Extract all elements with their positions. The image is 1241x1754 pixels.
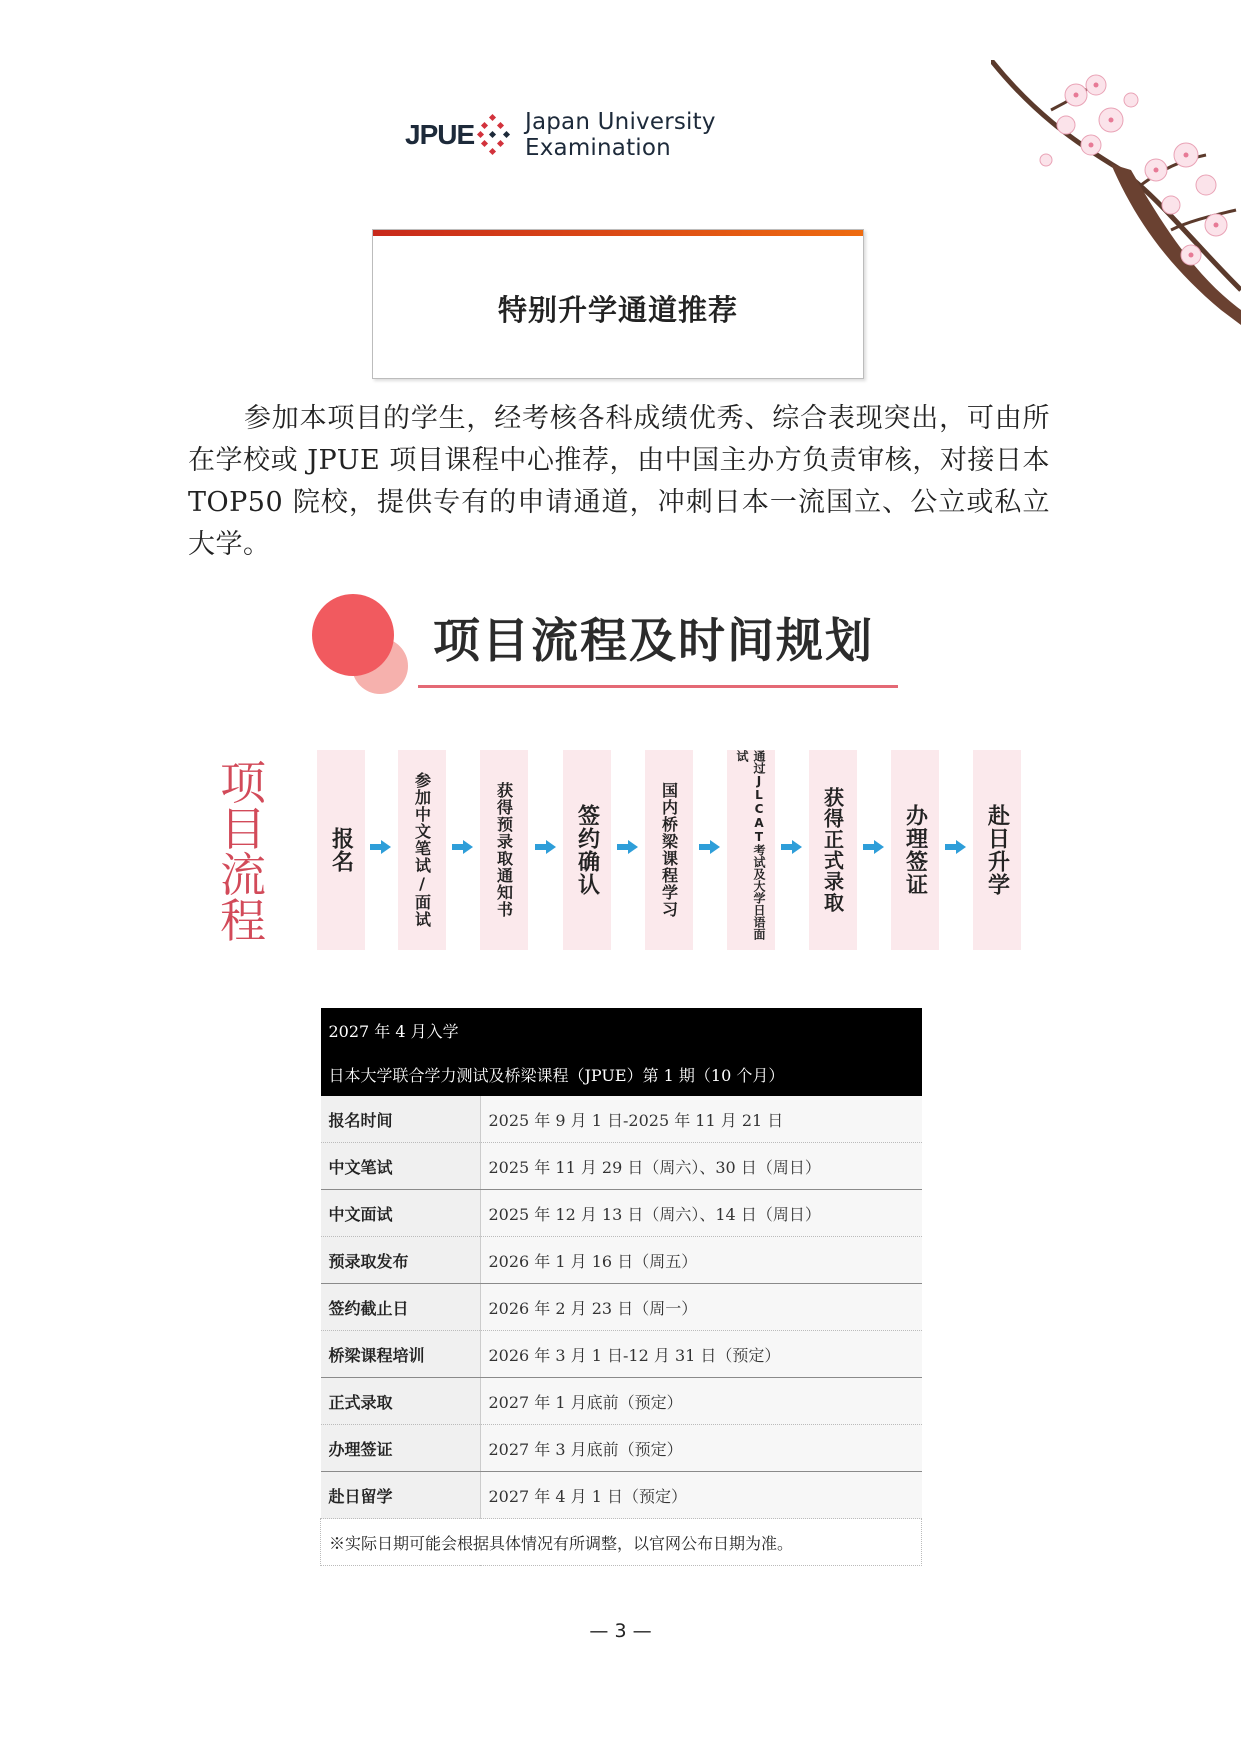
title-text: 特别升学通道推荐 — [497, 293, 738, 327]
row-key: 报名时间 — [321, 1096, 481, 1143]
row-key: 中文面试 — [321, 1190, 481, 1237]
row-key: 签约截止日 — [321, 1284, 481, 1331]
arrow-right-icon — [781, 840, 803, 854]
flow-step-label: 赴日升学 — [984, 804, 1010, 896]
row-value: 2027 年 3 月底前（预定） — [480, 1425, 922, 1472]
flow-step-label: 通过JLCAT考试及大学日语面试 — [735, 750, 766, 940]
flow-step-6 — [727, 750, 775, 950]
jpue-logo — [405, 105, 835, 165]
section-title: 项目流程及时间规划 — [433, 614, 874, 669]
row-value: 2026 年 2 月 23 日（周一） — [480, 1284, 922, 1331]
table-row — [321, 1284, 922, 1331]
flow-step-label: 获得正式录取 — [820, 787, 845, 913]
row-key: 办理签证 — [321, 1425, 481, 1472]
arrow-right-icon — [863, 840, 885, 854]
table-header-row — [321, 1008, 922, 1052]
row-key: 预录取发布 — [321, 1237, 481, 1284]
section-underline — [418, 685, 898, 688]
flow-step-2 — [398, 750, 446, 950]
cherry-blossom-decoration — [991, 60, 1241, 340]
row-key: 中文笔试 — [321, 1143, 481, 1190]
flow-label: 项目流程 — [220, 756, 266, 948]
arrow-right-icon — [452, 840, 474, 854]
row-key: 赴日留学 — [321, 1472, 481, 1519]
flow-step-label: 报名 — [328, 827, 354, 873]
table-row — [321, 1425, 922, 1472]
row-value: 2025 年 9 月 1 日-2025 年 11 月 21 日 — [480, 1096, 922, 1143]
arrow-right-icon — [370, 840, 392, 854]
table-row — [321, 1096, 922, 1143]
title-accent-bar — [373, 230, 863, 236]
logo-wordmark: JPUE — [405, 119, 475, 150]
table-row — [321, 1143, 922, 1190]
table-row — [321, 1378, 922, 1425]
row-value: 2026 年 3 月 1 日-12 月 31 日（预定） — [480, 1331, 922, 1378]
flow-step-label: 国内桥梁课程学习 — [659, 782, 679, 918]
table-header-line2: 日本大学联合学力测试及桥梁课程（JPUE）第 1 期（10 个月） — [328, 1065, 785, 1085]
section-circle-large — [312, 594, 394, 676]
arrow-right-icon — [699, 840, 721, 854]
table-header-line1: 2027 年 4 月入学 — [328, 1021, 459, 1041]
arrow-right-icon — [617, 840, 639, 854]
flow-step-label: 获得预录取通知书 — [494, 782, 514, 918]
logo-name: Japan University Examination — [524, 109, 716, 161]
table-header-row — [321, 1052, 922, 1096]
row-value: 2025 年 11 月 29 日（周六）、30 日（周日） — [480, 1143, 922, 1190]
row-value: 2027 年 1 月底前（预定） — [480, 1378, 922, 1425]
row-value: 2025 年 12 月 13 日（周六）、14 日（周日） — [480, 1190, 922, 1237]
flow-step-label: 签约确认 — [574, 804, 600, 896]
intro-paragraph: 参加本项目的学生，经考核各科成绩优秀、综合表现突出，可由所在学校或 JPUE 项目课程中心推荐，由中国主办方负责审核，对接日本 TOP50 院校，提供专有的申请通道，冲刺日本一流国立、公立或私立大学。 — [188, 403, 1050, 560]
table-row — [321, 1190, 922, 1237]
flow-step-5 — [645, 750, 693, 950]
logo-dots-icon — [478, 115, 507, 155]
flow-step-label: 办理签证 — [902, 804, 928, 896]
table-note: ※实际日期可能会根据具体情况有所调整，以官网公布日期为准。 — [321, 1519, 922, 1566]
table-row — [321, 1237, 922, 1284]
row-value: 2027 年 4 月 1 日（预定） — [480, 1472, 922, 1519]
flow-step-3 — [480, 750, 528, 950]
flow-step-8 — [891, 750, 939, 950]
flow-step-7 — [809, 750, 857, 950]
table-row — [321, 1472, 922, 1519]
table-row — [321, 1331, 922, 1378]
page-number: — 3 — — [589, 1620, 652, 1642]
table-note-row — [321, 1519, 922, 1566]
flow-step-4 — [563, 750, 611, 950]
row-key: 正式录取 — [321, 1378, 481, 1425]
schedule-table — [320, 1008, 922, 1566]
row-key: 桥梁课程培训 — [321, 1331, 481, 1378]
arrow-right-icon — [945, 840, 967, 854]
row-value: 2026 年 1 月 16 日（周五） — [480, 1237, 922, 1284]
flow-step-9 — [973, 750, 1021, 950]
flow-step-label: 参加中文笔试/面试 — [412, 772, 432, 928]
title-box — [372, 229, 864, 379]
arrow-right-icon — [535, 840, 557, 854]
flow-step-1 — [317, 750, 365, 950]
